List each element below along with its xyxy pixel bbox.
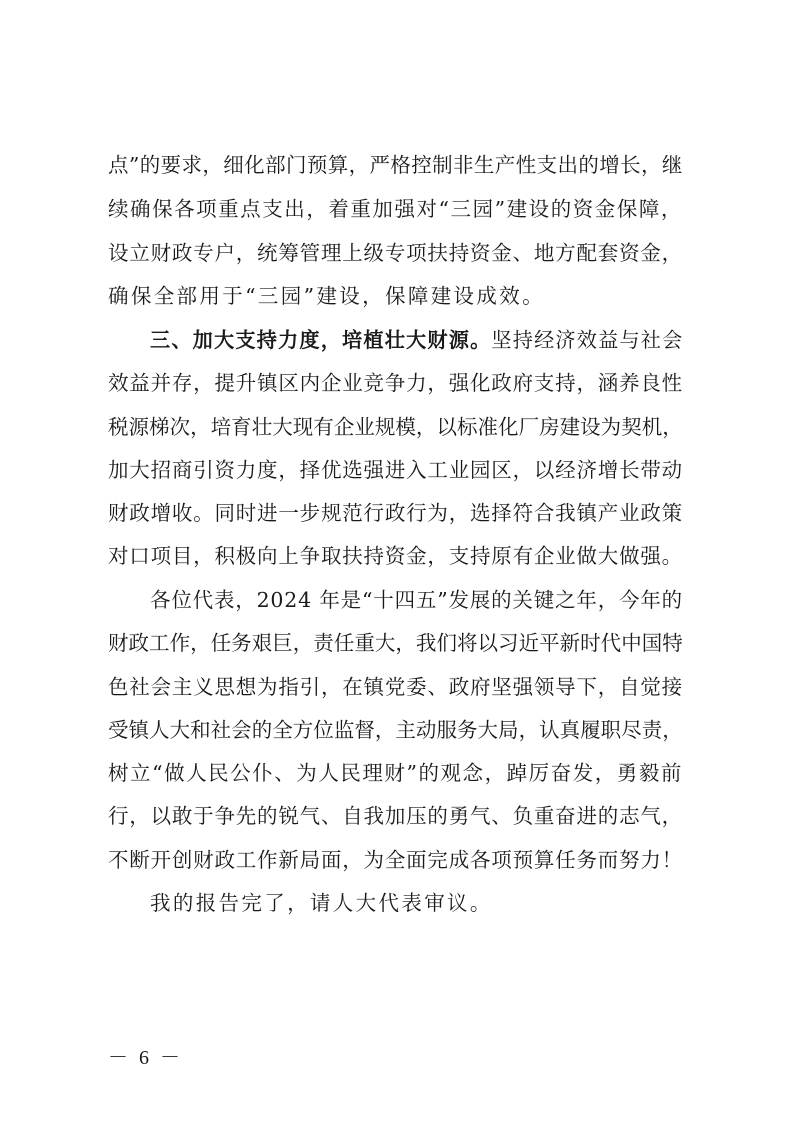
paragraph-line: 效益并存，提升镇区内企业竞争力，强化政府支持，涵养良性 <box>108 371 683 395</box>
paragraph-line: 我的报告完了，请人大代表审议。 <box>150 891 493 915</box>
paragraph-line: 树立“做人民公仆、为人民理财”的观念，踔厉奋发，勇毅前 <box>108 761 683 785</box>
paragraph-text: 坚持经济效益与社会 <box>491 328 684 352</box>
paragraph-line: 税源梯次，培育壮大现有企业规模，以标准化厂房建设为契机， <box>108 415 683 439</box>
paragraph-line: 财政增收。同时进一步规范行政行为，选择符合我镇产业政策 <box>108 501 683 525</box>
page-number: － 6 － <box>108 1047 183 1069</box>
paragraph-line: 不断开创财政工作新局面，为全面完成各项预算任务而努力！ <box>108 848 683 872</box>
paragraph-line: 加大招商引资力度，择优选强进入工业园区，以经济增长带动 <box>108 458 683 482</box>
paragraph-line: 各位代表，2024 年是“十四五”发展的关键之年，今年的 <box>150 588 683 612</box>
paragraph-line: 财政工作，任务艰巨，责任重大，我们将以习近平新时代中国特 <box>108 631 683 655</box>
paragraph-line: 对口项目，积极向上争取扶持资金，支持原有企业做大做强。 <box>108 544 683 568</box>
paragraph-line: 色社会主义思想为指引，在镇党委、政府坚强领导下，自觉接 <box>108 675 683 699</box>
paragraph-line: 点”的要求，细化部门预算，严格控制非生产性支出的增长，继 <box>108 153 683 177</box>
paragraph-line: 受镇人大和社会的全方位监督，主动服务大局，认真履职尽责， <box>108 718 683 742</box>
paragraph-line: 设立财政专户，统筹管理上级专项扶持资金、地方配套资金， <box>108 241 683 265</box>
paragraph-line: 续确保各项重点支出，着重加强对“三园”建设的资金保障， <box>108 197 683 221</box>
paragraph-line: 确保全部用于“三园”建设，保障建设成效。 <box>108 284 545 308</box>
paragraph-line: 行，以敢于争先的锐气、自我加压的勇气、负重奋进的志气， <box>108 804 683 828</box>
section-heading: 三、加大支持力度，培植壮大财源。 <box>150 328 492 352</box>
section-heading-line <box>150 327 683 353</box>
